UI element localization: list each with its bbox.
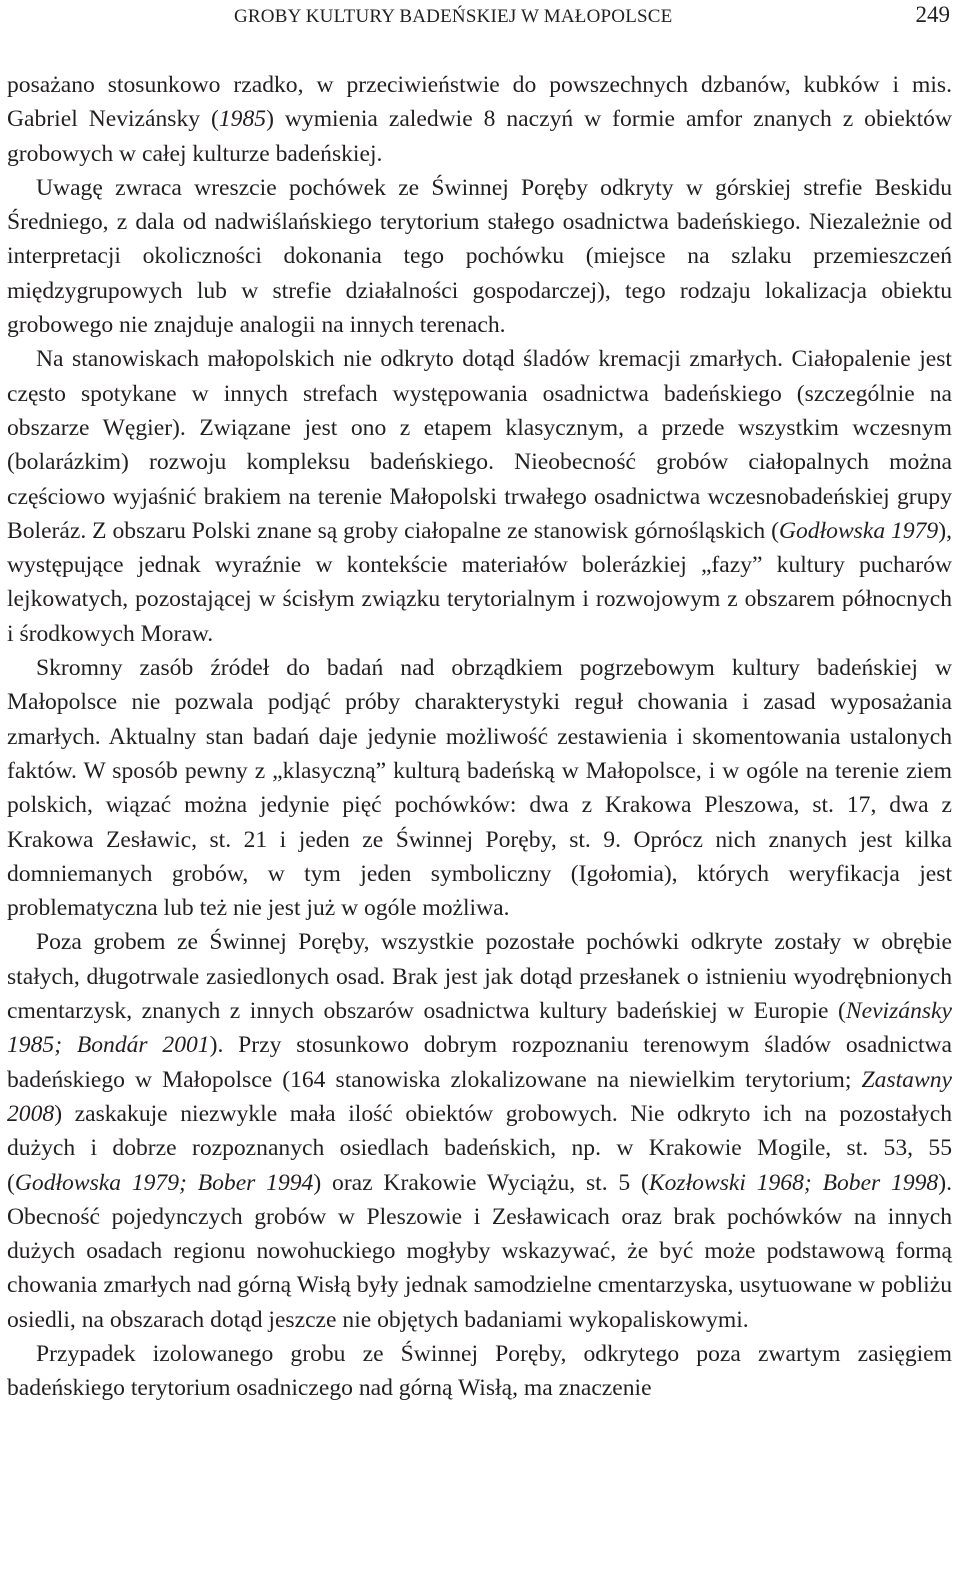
text-segment: ) wymienia zaledwie 8 naczyń w formie amfor znanych z obiektów grobowych w całej kulturze badeńskiej. [7,106,952,167]
paragraph [7,68,952,171]
text-segment: posażano stosunkowo rzadko, w przeciwieństwie do powszechnych dzbanów, kubków i mis. Gabriel Nevizánsky ( [7,72,952,133]
citation: 1985 [218,106,267,133]
paragraph [7,651,952,925]
citation: Kozłowski 1968; Bober 1998 [648,1169,939,1196]
citation: Zastawny 2008 [7,1066,952,1127]
text-segment: Na stanowiskach małopolskich nie odkryto dotąd śladów kremacji zmarłych. Ciałopalenie jest często spotykane w innych strefach występowania osadnictwa badeńskiego (szczególnie na obszarze Węgier). Związane jest ono z etapem klasycznym, a przede wszystkim wczesnym (bolarázkim) rozwoju kompleksu badeńskiego. Nieobecność grobów ciałopalnych można częściowo wyjaśnić brakiem na terenie Małopolski trwałego osadnictwa wczesnobadeńskiej grupy Boleráz. Z obszaru Polski znane są groby ciałopalne ze stanowisk górnośląskich ( [7,346,952,544]
text-segment: ), występujące jednak wyraźnie w kontekście materiałów bolerázkiej „fazy” kultury pucharów lejkowatych, pozostającej w ścisłym związku terytorialnym i rozwojowym z obszarem północnych i środkowych Moraw. [7,517,952,647]
text-segment: ) zaskakuje niezwykle mała ilość obiektów grobowych. Nie odkryto ich na pozostałych dużych i dobrze rozpoznanych osiedlach badeńskich, np. w Krakowie Mogile, st. 53, 55 ( [7,1100,952,1196]
text-segment: Skromny zasób źródeł do badań nad obrządkiem pogrzebowym kultury badeńskiej w Małopolsce nie pozwala podjąć próby charakterystyki reguł chowania i zasad wyposażania zmarłych. Aktualny stan badań daje jedynie możliwość zestawienia i skomentowania ustalonych faktów. W sposób pewny z „klasyczną” kulturą badeńską w Małopolsce, i w ogóle na terenie ziem polskich, wiązać można jedynie pięć pochówków: dwa z Krakowa Pleszowa, st. 17, dwa z Krakowa Zesławic, st. 21 i jeden ze Świnnej Poręby, st. 9. Oprócz nich znanych jest kilka domniemanych grobów, w tym jeden symboliczny (Igołomia), których weryfikacja jest problematyczna lub też nie jest już w ogóle możliwa. [7,655,952,922]
paragraph [7,342,952,651]
body-text [7,68,952,1406]
text-segment: Poza grobem ze Świnnej Poręby, wszystkie pozostałe pochówki odkryte zostały w obrębie stałych, długotrwale zasiedlonych osad. Brak jest jak dotąd przesłanek o istnieniu wyodrębnionych cmentarzysk, znanych z innych obszarów osadnictwa kultury badeńskiej w Europie ( [7,929,952,1025]
paragraph [7,1337,952,1406]
page-number: 249 [915,2,950,27]
citation: Nevizánsky 1985; Bondár 2001 [7,998,952,1059]
page-header [8,2,952,30]
paragraph [7,171,952,342]
text-segment: ) oraz Krakowie Wyciążu, st. 5 ( [313,1169,649,1196]
text-segment: ). Obecność pojedynczych grobów w Pleszowie i Zesławicach oraz brak pochówków na innych dużych osadach regionu nowohuckiego mogłyby wskazywać, że być może podstawową formą chowania zmarłych nad górną Wisłą były jednak samodzielne cmentarzyska, usytuowane w pobliżu osiedli, na obszarach dotąd jeszcze nie objętych badaniami wykopaliskowymi. [7,1169,952,1333]
paragraph [7,925,952,1337]
running-title: GROBY KULTURY BADEŃSKIEJ W MAŁOPOLSCE [234,6,673,27]
text-segment: Uwagę zwraca wreszcie pochówek ze Świnnej Poręby odkryty w górskiej strefie Beskidu Średniego, z dala od nadwiślańskiego terytorium stałego osadnictwa badeńskiego. Niezależnie od interpretacji okoliczności dokonania tego pochówku (miejsce na szlaku przemieszczeń międzygrupowych lub w strefie działalności gospodarczej), tego rodzaju lokalizacja obiektu grobowego nie znajduje analogii na innych terenach. [7,174,952,339]
citation: Godłowska 1979 [778,517,939,544]
text-segment: Przypadek izolowanego grobu ze Świnnej Poręby, odkrytego poza zwartym zasięgiem badeńskiego terytorium osadniczego nad górną Wisłą, ma znaczenie [7,1340,952,1402]
citation: Godłowska 1979; Bober 1994 [14,1169,314,1196]
text-segment: ). Przy stosunkowo dobrym rozpoznaniu terenowym śladów osadnictwa badeńskiego w Małopolsce (164 stanowiska zlokalizowane na niewielkim terytorium; [7,1032,953,1093]
